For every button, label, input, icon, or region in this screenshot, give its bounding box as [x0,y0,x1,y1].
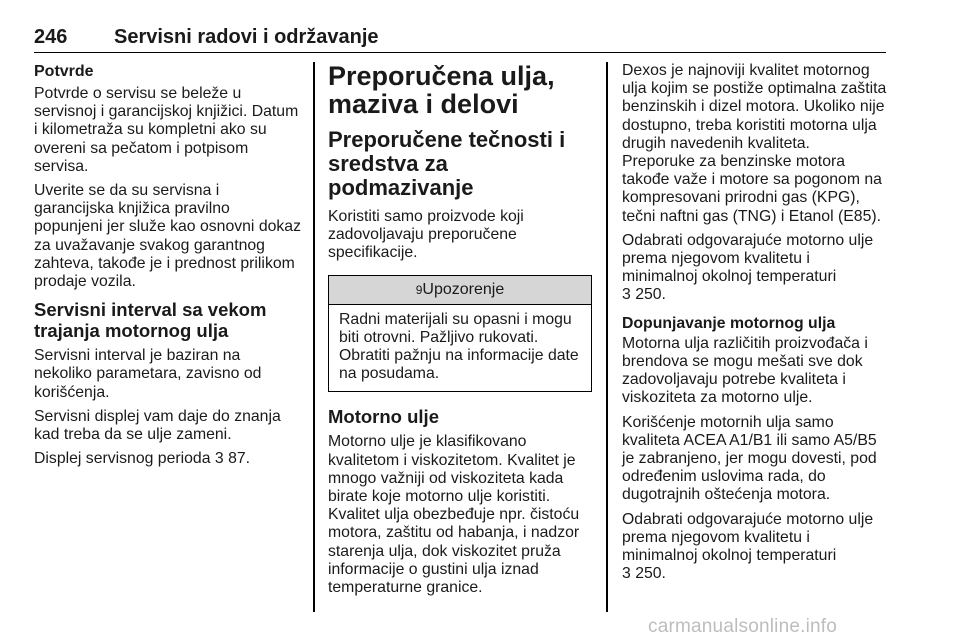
page-reference-link[interactable]: 250. [635,286,666,304]
paragraph: Servisni interval je baziran na nekoliko parametara, zavisno od korišćenja. [34,347,262,401]
section-heading-potvrde: Potvrde [34,63,94,80]
paragraph: Motorno ulje je klasifikovano kvalitetom i viskozitetom. Kvalitet je mnogo važniji od viskoziteta kada birate koje motorno ulje koristiti. Kvalitet ulja obezbeđuje npr. čistoću motora, zaštitu od habanja, i nadzor starenja ulja, dok viskozitet pruža informacije o gustini ulja iznad temperaturne granice. [328,433,580,597]
column-divider-right [606,62,608,612]
warning-label: Upozorenje [422,280,505,298]
paragraph: Korišćenje motornih ulja samo kvaliteta ACEA A1/B1 ili samo A5/B5 je zabranjeno, jer mogu dovesti, pod određenim uslovima rada, do dugotrajnih oštećenja motora. [622,413,877,504]
paragraph: Motorna ulja različitih proizvođača i brendova se mogu mešati sve dok zadovoljavaju potrebe kvaliteta i viskoziteta za motorno ulje. [622,334,868,407]
paragraph: Dexos je najnoviji kvalitet motornog ulja kojim se postiže optimalna zaštita benzinskih i dizel motora. Ukoliko nije dostupno, treba koristiti motorna ulja drugih navedenih kvaliteta. [622,62,887,152]
warning-body [329,305,591,392]
column-middle [328,62,592,603]
column-right [622,62,888,589]
reference-text: Odabrati odgovarajuće motorno ulje prema njegovom kvalitetu i minimalnoj okolnoj temperaturi [622,510,874,565]
section-heading-fluids: Preporučene tečnosti i sredstva za podmazivanje [328,127,566,200]
warning-header [329,276,591,305]
warning-text: Radni materijali su opasni i mogu biti otrovni. Pažljivo rukovati. Obratiti pažnju na informacije date na posudama. [339,310,579,383]
paragraph: Koristiti samo proizvode koji zadovoljavaju preporučene specifikacije. [328,208,524,262]
column-left [34,62,302,474]
page-number: 246 [34,26,68,48]
section-heading-engine-oil: Motorno ulje [328,406,439,428]
section-heading-oil-topup: Dopunjavanje motornog ulja [622,314,836,332]
paragraph: Servisni displej vam daje do znanja kad treba da se ulje zameni. [34,407,281,444]
reference-text: Displej servisnog perioda [34,450,215,468]
watermark: carmanualsonline.info [648,616,838,637]
paragraph: Uverite se da su servisna i garancijska knjižica pravilno popunjeni jer služe kao osnovni dokaz za uvažavanje svakog garantnog zahteva, takođe je i prednost prilikom prodaje vozila. [34,182,301,291]
page-title: Servisni radovi i održavanje [114,26,379,48]
page-reference-link[interactable]: 250. [635,565,666,583]
chapter-title: Preporučena ulja, maziva i delovi [328,61,555,119]
paragraph-with-reference [622,511,888,584]
paragraph-with-reference [622,232,888,305]
column-divider-left [313,62,315,612]
reference-arrow-icon: 3 [622,286,631,304]
page-reference-link[interactable]: 87. [228,450,251,468]
paragraph: Potvrde o servisu se beleže u servisnoj i garancijskoj knjižici. Datum i kilometraža su kompletni ako su overeni sa pečatom i potpisom servisa. [34,85,299,175]
paragraph-with-reference [34,450,302,468]
reference-arrow-icon: 3 [622,565,631,583]
page-header [34,22,886,53]
warning-triangle-icon: 9 [415,282,423,297]
section-heading-service-interval: Servisni interval sa vekom trajanja motornog ulja [34,299,267,342]
reference-text: Odabrati odgovarajuće motorno ulje prema njegovom kvalitetu i minimalnoj okolnoj temperaturi [622,231,874,286]
warning-box [328,275,592,393]
reference-arrow-icon: 3 [214,450,224,468]
paragraph: Preporuke za benzinske motora takođe važe i motore sa pogonom na kompresovani prirodni gas (KPG), tečni naftni gas (TNG) i Etanol (E85). [622,153,882,225]
